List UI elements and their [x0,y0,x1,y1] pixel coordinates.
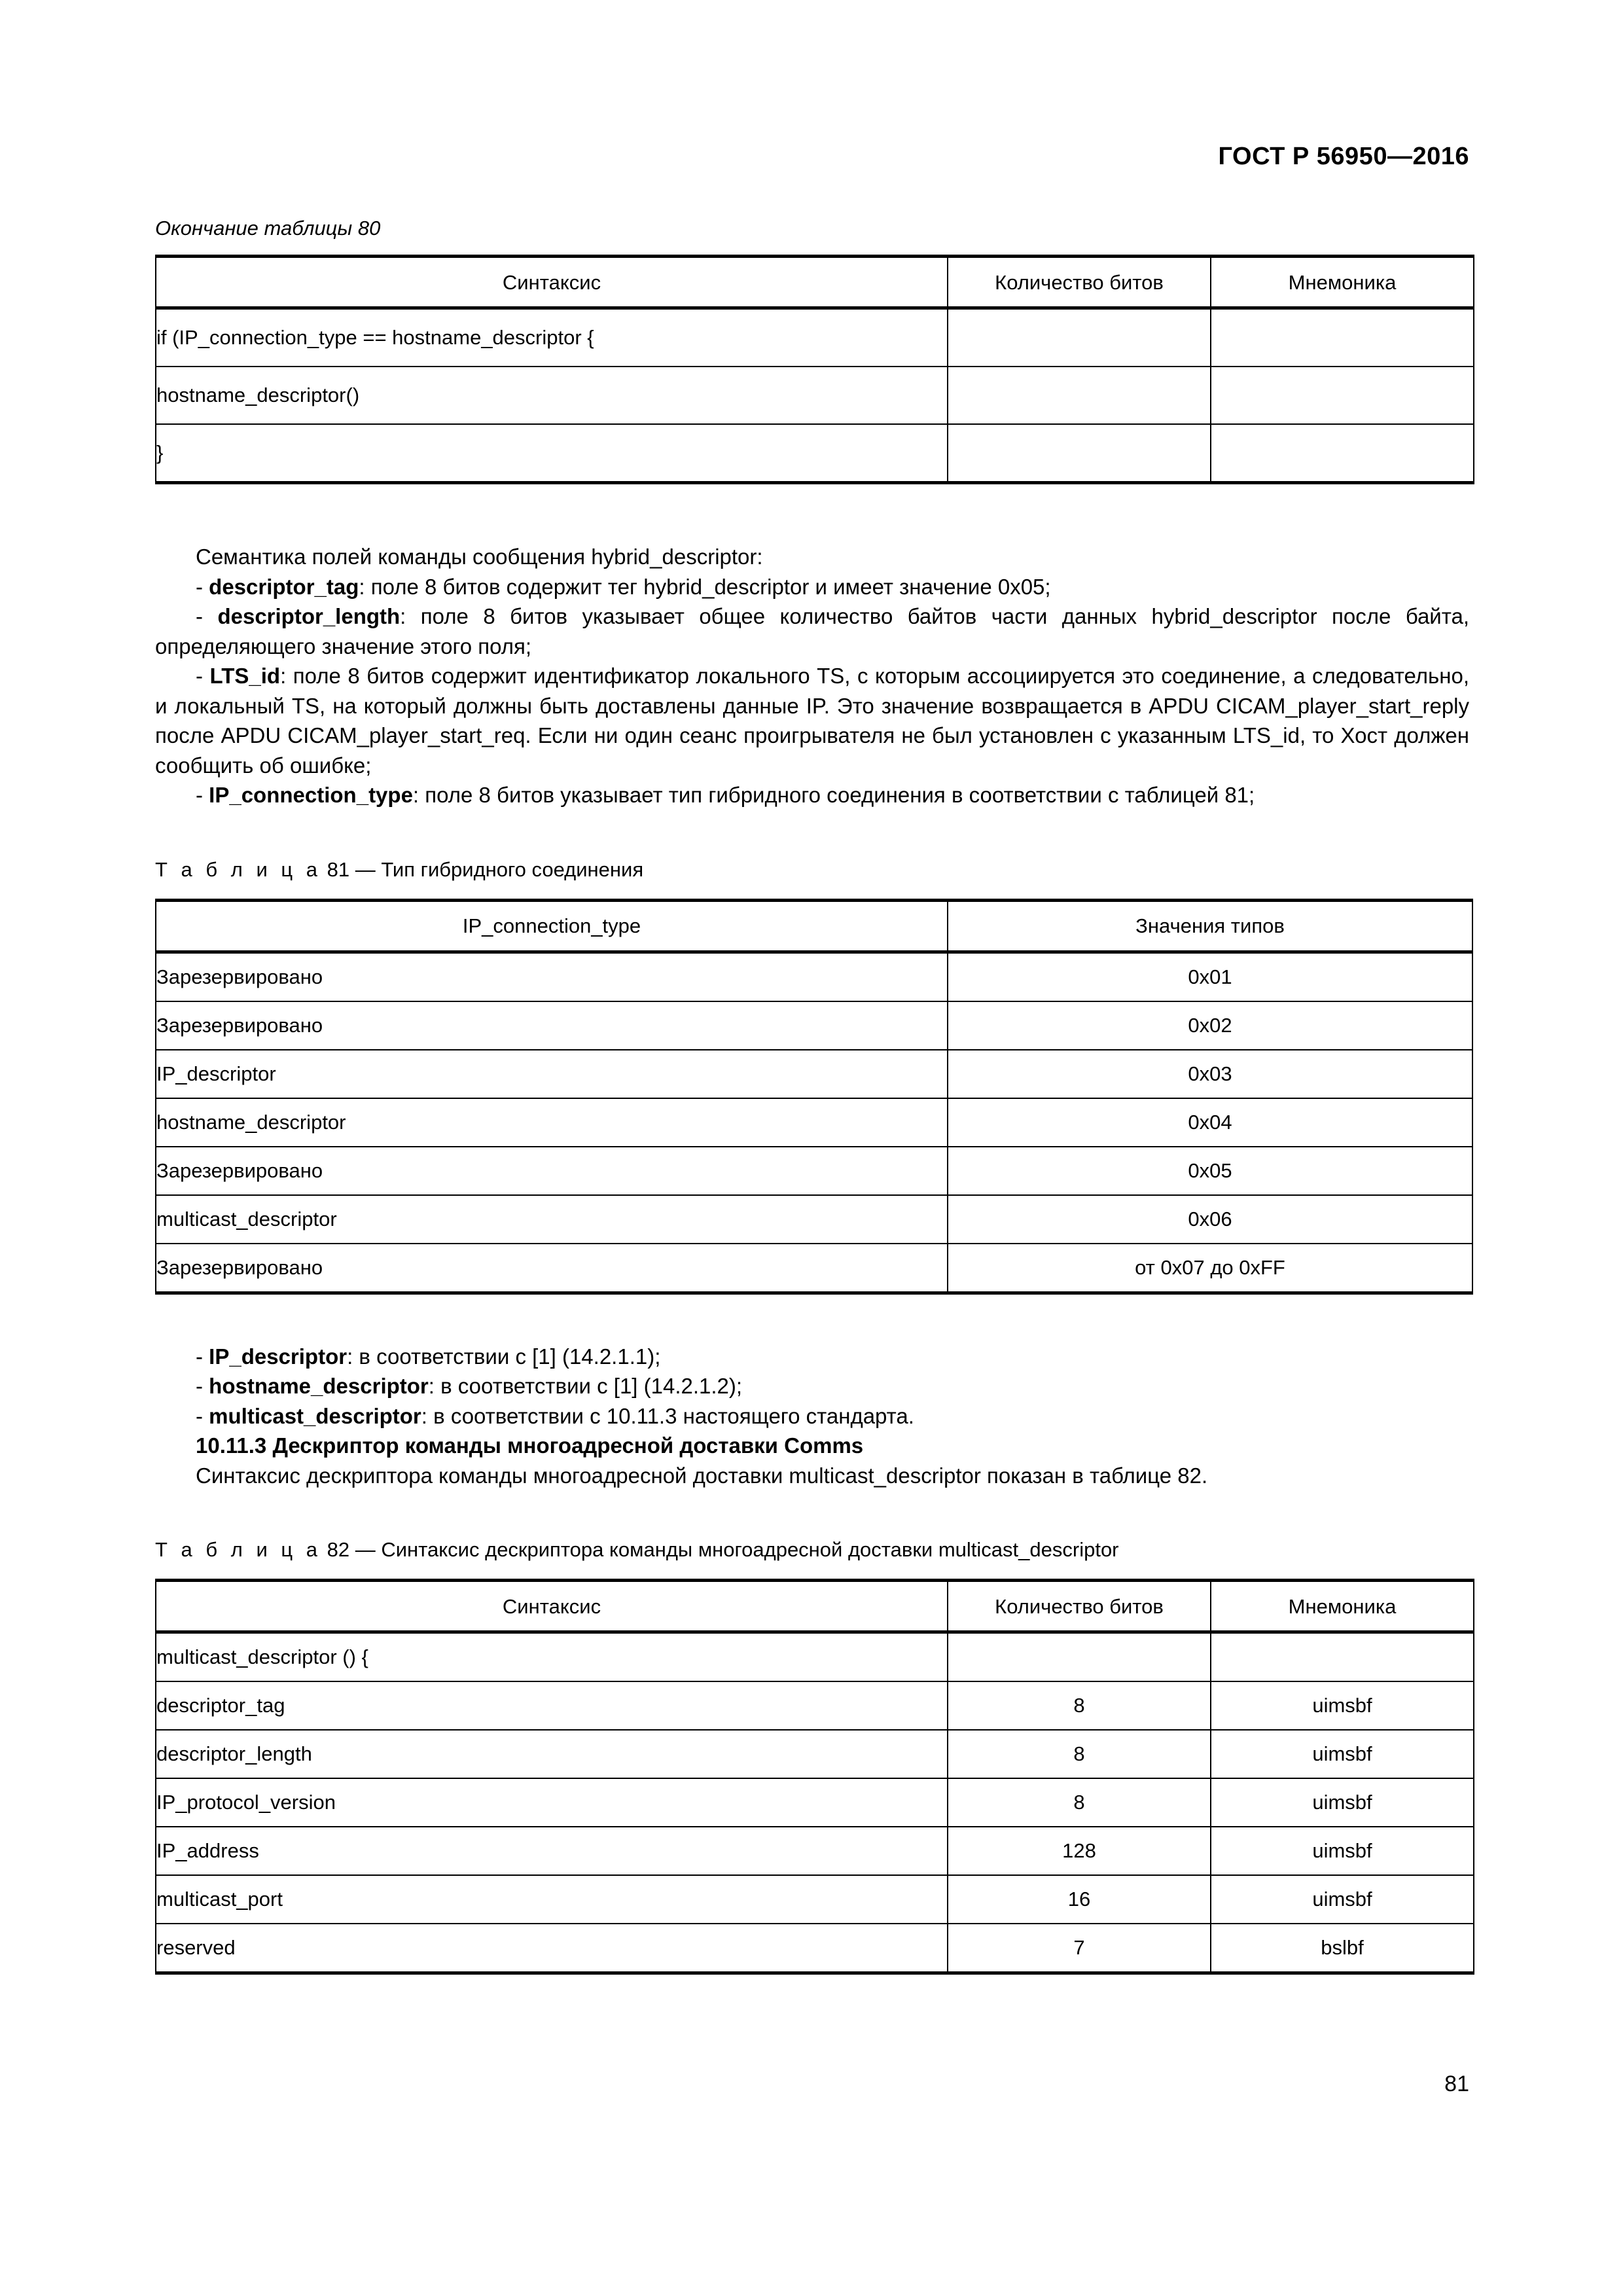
cell-syntax: descriptor_length [156,1730,948,1778]
cell-syntax: multicast_port [156,1875,948,1924]
term-ip-descriptor: IP_descriptor [209,1344,348,1369]
table-80-col-mnemonic: Мнемоника [1211,257,1474,308]
cell-mnemonic: uimsbf [1211,1778,1474,1827]
table-80-col-syntax: Синтаксис [156,257,948,308]
table-row [156,1778,1474,1827]
section-paragraph-10-11-3: Синтаксис дескриптора команды многоадресной доставки multicast_descriptor показан в таблице 82. [196,1463,1208,1488]
cell-connection-type: Зарезервировано [156,1147,948,1195]
table-row [156,1730,1474,1778]
cell-connection-type: hostname_descriptor [156,1098,948,1147]
cell-syntax: IP_address [156,1827,948,1875]
table-row [156,1001,1472,1050]
table-row [156,1681,1474,1730]
term-descriptor-length: descriptor_length [217,604,401,629]
table-80-head [156,257,1474,308]
cell-bits [948,1632,1211,1682]
cell-type-value: 0x03 [948,1050,1472,1098]
bullet-marker-ref-2: - [196,1403,203,1428]
bullet-marker-2: - [196,664,203,689]
cell-mnemonic [1211,424,1474,483]
table-81-header-row [156,900,1472,952]
semantics-item-2 [155,661,1469,780]
table-81 [155,899,1473,1295]
table-82-col-mnemonic: Мнемоника [1211,1581,1474,1632]
cell-bits: 8 [948,1778,1211,1827]
table-82-caption [155,1537,1469,1563]
table-80-header-row [156,257,1474,308]
text-lts-id: : поле 8 битов содержит идентификатор локального TS, с которым ассоциируется это соединение, а следовательно, и локальный TS, на который должны быть доставлены данные IP. Это значение возвращается в APDU CICAM_player_start_reply после APDU CICAM_player_start_req. Если ни один сеанс проигрывателя не был установлен с указанным LTS_id, то Хост должен сообщить об ошибке; [155,664,1470,778]
table-row [156,1827,1474,1875]
cell-syntax: descriptor_tag [156,1681,948,1730]
section-heading-10-11-3: 10.11.3 Дескриптор команды многоадресной доставки Comms [196,1433,864,1458]
cell-mnemonic: uimsbf [1211,1730,1474,1778]
table-81-head [156,900,1472,952]
cell-type-value: от 0x07 до 0xFF [948,1244,1472,1293]
table-80-col-bits: Количество битов [948,257,1211,308]
table-82-col-syntax: Синтаксис [156,1581,948,1632]
table-81-caption-word: Т а б л и ц а [155,857,322,881]
term-ip-connection-type: IP_connection_type [209,783,413,808]
text-descriptor-tag: : поле 8 битов содержит тег hybrid_descriptor и имеет значение 0х05; [359,574,1051,599]
cell-syntax: hostname_descriptor() [156,367,948,424]
table-row [156,1195,1472,1244]
cell-bits [948,424,1211,483]
bullet-marker-ref-0: - [196,1344,203,1369]
cell-syntax: multicast_descriptor () { [156,1632,948,1682]
cell-connection-type: multicast_descriptor [156,1195,948,1244]
table-81-col-values: Значения типов [948,900,1472,952]
cell-mnemonic: bslbf [1211,1924,1474,1973]
table-82 [155,1579,1474,1975]
cell-bits: 128 [948,1827,1211,1875]
cell-connection-type: Зарезервировано [156,1244,948,1293]
semantics-item-0 [155,572,1469,602]
cell-bits: 8 [948,1730,1211,1778]
table-row [156,1924,1474,1973]
descriptor-ref-1 [155,1371,1469,1401]
table-81-caption-rest: 81 — Тип гибридного соединения [327,857,644,881]
cell-connection-type: Зарезервировано [156,952,948,1001]
bullet-marker-1: - [196,604,203,629]
page-number: 81 [1444,2072,1469,2096]
semantics-item-3 [155,780,1469,810]
table-row [156,1050,1472,1098]
table-82-body [156,1632,1474,1973]
descriptor-ref-0 [155,1342,1469,1372]
cell-mnemonic: uimsbf [1211,1875,1474,1924]
descriptor-ref-2 [155,1401,1469,1431]
table-80 [155,255,1474,484]
cell-syntax: reserved [156,1924,948,1973]
cell-syntax: IP_protocol_version [156,1778,948,1827]
term-hostname-descriptor: hostname_descriptor [209,1374,429,1399]
text-hostname-descriptor: : в соответствии с [1] (14.2.1.2); [428,1374,743,1399]
table-81-body [156,952,1472,1293]
table-row [156,952,1472,1001]
table-row [156,308,1474,367]
table-82-col-bits: Количество битов [948,1581,1211,1632]
table-82-head [156,1581,1474,1632]
semantics-item-1 [155,601,1469,661]
cell-bits [948,308,1211,367]
bullet-marker-0: - [196,574,203,599]
bullet-marker-3: - [196,783,203,808]
cell-bits: 8 [948,1681,1211,1730]
text-descriptor-length: : поле 8 битов указывает общее количество байтов части данных hybrid_descriptor после байта, определяющего значение этого поля; [155,604,1470,658]
cell-mnemonic [1211,367,1474,424]
bullet-marker-ref-1: - [196,1374,203,1399]
table-80-caption: Окончание таблицы 80 [155,217,381,240]
table-row [156,1147,1472,1195]
table-row [156,1875,1474,1924]
table-82-caption-rest: 82 — Синтаксис дескриптора команды многоадресной доставки multicast_descriptor [327,1538,1119,1562]
text-ip-descriptor: : в соответствии с [1] (14.2.1.1); [347,1344,661,1369]
table-80-body [156,308,1474,483]
table-81-col-type: IP_connection_type [156,900,948,952]
cell-mnemonic [1211,308,1474,367]
table-row [156,367,1474,424]
cell-syntax: if (IP_connection_type == hostname_descriptor { [156,308,948,367]
semantics-block [155,542,1469,810]
term-multicast-descriptor: multicast_descriptor [209,1403,421,1428]
semantics-intro: Семантика полей команды сообщения hybrid_descriptor: [196,545,763,569]
descriptor-refs-list [155,1342,1469,1431]
table-row [156,1632,1474,1682]
page-content [155,216,1469,1975]
table-82-caption-word: Т а б л и ц а [155,1538,322,1562]
cell-type-value: 0x04 [948,1098,1472,1147]
term-descriptor-tag: descriptor_tag [209,574,359,599]
standard-header: ГОСТ Р 56950—2016 [1218,143,1469,170]
table-row [156,1098,1472,1147]
cell-type-value: 0x06 [948,1195,1472,1244]
cell-mnemonic: uimsbf [1211,1681,1474,1730]
table-row [156,1244,1472,1293]
cell-bits: 7 [948,1924,1211,1973]
cell-type-value: 0x01 [948,952,1472,1001]
text-ip-connection-type: : поле 8 битов указывает тип гибридного соединения в соответствии с таблицей 81; [412,783,1255,808]
cell-syntax: } [156,424,948,483]
term-lts-id: LTS_id [209,664,281,689]
cell-bits [948,367,1211,424]
cell-bits: 16 [948,1875,1211,1924]
cell-mnemonic: uimsbf [1211,1827,1474,1875]
cell-connection-type: IP_descriptor [156,1050,948,1098]
table-row [156,424,1474,483]
cell-connection-type: Зарезервировано [156,1001,948,1050]
cell-type-value: 0x02 [948,1001,1472,1050]
text-multicast-descriptor: : в соответствии с 10.11.3 настоящего стандарта. [421,1403,914,1428]
table-82-header-row [156,1581,1474,1632]
cell-type-value: 0x05 [948,1147,1472,1195]
table-81-caption [155,857,1469,883]
cell-mnemonic [1211,1632,1474,1682]
